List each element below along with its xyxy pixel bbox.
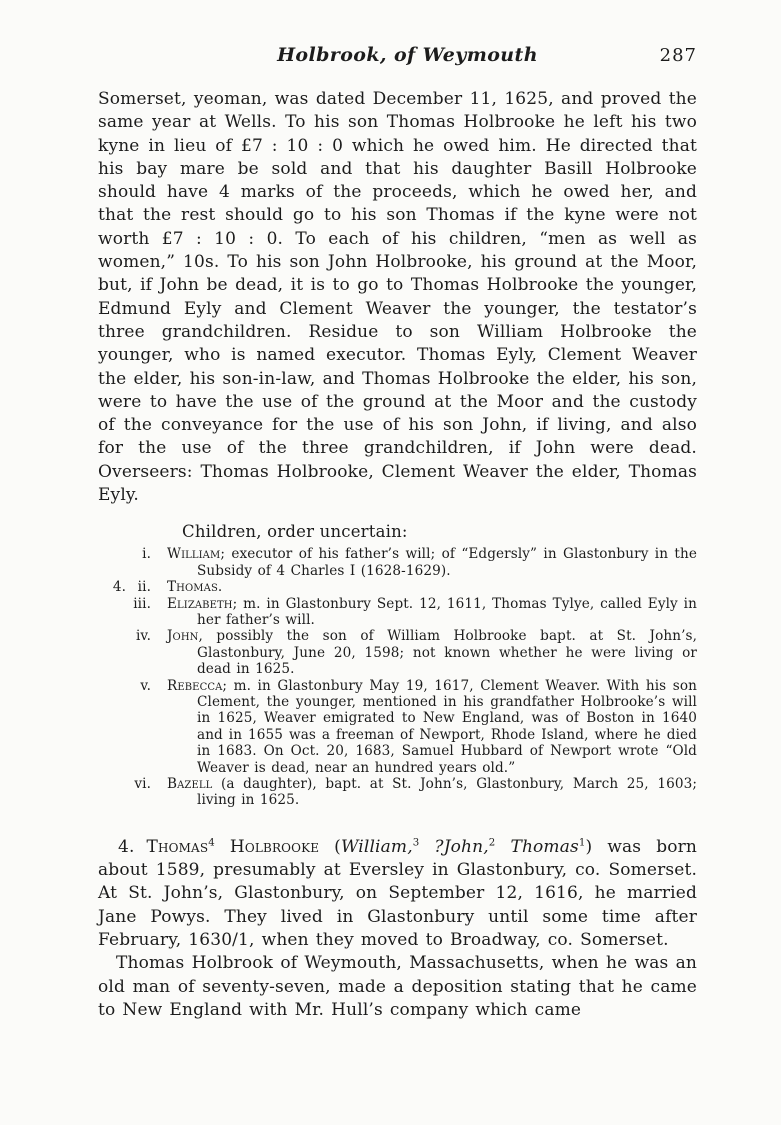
generation-superscript: 2	[488, 837, 496, 849]
section-number: 4.	[118, 836, 135, 857]
child-family-number	[98, 678, 126, 776]
child-roman-numeral: ii.	[137, 579, 151, 596]
child-name: Rebecca	[167, 677, 223, 694]
child-description	[167, 579, 697, 595]
lineage-paren-close: )	[585, 836, 608, 857]
child-roman-numeral: i.	[142, 546, 151, 563]
child-entry-iii	[98, 596, 697, 629]
lineage-ancestor: Thomas	[495, 836, 579, 857]
child-roman-numeral: iii.	[133, 595, 151, 612]
child-roman-numeral: v.	[140, 677, 151, 694]
child-name: Elizabeth	[167, 595, 233, 612]
child-description	[167, 546, 697, 579]
child-entry-iv	[98, 628, 697, 677]
child-entry-vi	[98, 776, 697, 809]
lineage-ancestor: William,	[340, 836, 413, 857]
child-roman-numeral: vi.	[134, 776, 151, 793]
child-description	[167, 596, 697, 629]
child-family-number	[98, 596, 126, 629]
lineage-paren-open: (	[319, 836, 341, 857]
child-name: Bazell	[167, 776, 213, 793]
child-entry-v	[98, 678, 697, 776]
deposition-paragraph: Thomas Holbrook of Weymouth, Massachusetts, when he was an old man of seventy-seven, made a deposition stating that he came to New England with Mr. Hull’s company which came	[98, 953, 697, 1020]
child-description	[167, 776, 697, 809]
children-list	[98, 546, 697, 809]
page-number: 287	[659, 45, 697, 66]
child-details: (a daughter), bapt. at St. John’s, Glastonbury, March 25, 1603; living in 1625.	[197, 776, 697, 809]
children-heading: Children, order uncertain:	[182, 522, 408, 542]
lineage-ancestor: ?John,	[419, 836, 489, 857]
generation-superscript: 1	[578, 837, 586, 849]
child-roman-numeral: iv.	[135, 628, 151, 645]
child-details: , possibly the son of William Holbrooke bapt. at St. John’s, Glastonbury, June 20, 1598; not known whether he were living or dead in 1625.	[197, 628, 697, 678]
child-name: Thomas	[167, 579, 218, 596]
child-family-number: 4.	[112, 579, 126, 596]
running-title: Holbrook, of Weymouth	[277, 44, 538, 66]
section-4-paragraph	[98, 836, 697, 952]
section-body-text: was born about 1589, presumably at Eversley in Glastonbury, co. Somerset. At St. John’s, Glastonbury, on September 12, 1616, he married Jane Powys. They lived in Glastonbury until some time after February, 1630/1, when they moved to Broadway, co. Somerset.	[98, 836, 697, 951]
child-entry-i	[98, 546, 697, 579]
page-header	[98, 44, 697, 70]
subject-given-name: Thomas	[146, 836, 209, 857]
child-entry-ii	[98, 579, 697, 595]
child-family-number	[98, 546, 126, 579]
child-name: William	[167, 546, 221, 563]
child-details: ; m. in Glastonbury Sept. 12, 1611, Thomas Tylye, called Eyly in her father’s will.	[197, 595, 697, 628]
child-description	[167, 678, 697, 776]
child-family-number	[98, 776, 126, 809]
child-details: .	[217, 579, 223, 596]
child-description	[167, 628, 697, 677]
generation-superscript: 3	[412, 837, 420, 849]
subject-surname: Holbrooke	[214, 836, 320, 857]
will-abstract-paragraph: Somerset, yeoman, was dated December 11, 1625, and proved the same year at Wells. To his son Thomas Holbrooke he left his two kyne in lieu of £7 : 10 : 0 which he owed him. He directed that his bay mare be sold and that his daughter Basill Holbrooke should have 4 marks of the proceeds, which he owed her, and that the rest should go to his son Thomas if the kyne were not worth £7 : 10 : 0. To each of his children, “men as well as women,” 10s. To his son John Holbrooke, his ground at the Moor, but, if John be dead, it is to go to Thomas Holbrooke the younger, Edmund Eyly and Clement Weaver the younger, the testator’s three grandchildren. Residue to son William Holbrooke the younger, who is named executor. Thomas Eyly, Clement Weaver the elder, his son-in-law, and Thomas Holbrooke the elder, his son, were to have the use of the ground at the Moor and the custody of the conveyance for the use of his son John, if living, and also for the use of the three grandchildren, if John were dead. Overseers: Thomas Holbrooke, Clement Weaver the elder, Thomas Eyly.	[98, 89, 697, 506]
child-details: ; m. in Glastonbury May 19, 1617, Clement Weaver. With his son Clement, the younger, mentioned in his grandfather Holbrooke’s will in 1625, Weaver emigrated to New England, was of Boston in 1640 and in 1655 was a freeman of Newport, Rhode Island, where he died in 1683. On Oct. 20, 1683, Samuel Hubbard of Newport wrote “Old Weaver is dead, near an hundred years old.”	[197, 677, 697, 776]
child-name: John	[167, 628, 199, 645]
child-family-number	[98, 628, 126, 677]
child-details: ; executor of his father’s will; of “Edgersly” in Glastonbury in the Subsidy of 4 Charles I (1628-1629).	[197, 546, 697, 579]
generation-superscript: 4	[208, 837, 215, 849]
